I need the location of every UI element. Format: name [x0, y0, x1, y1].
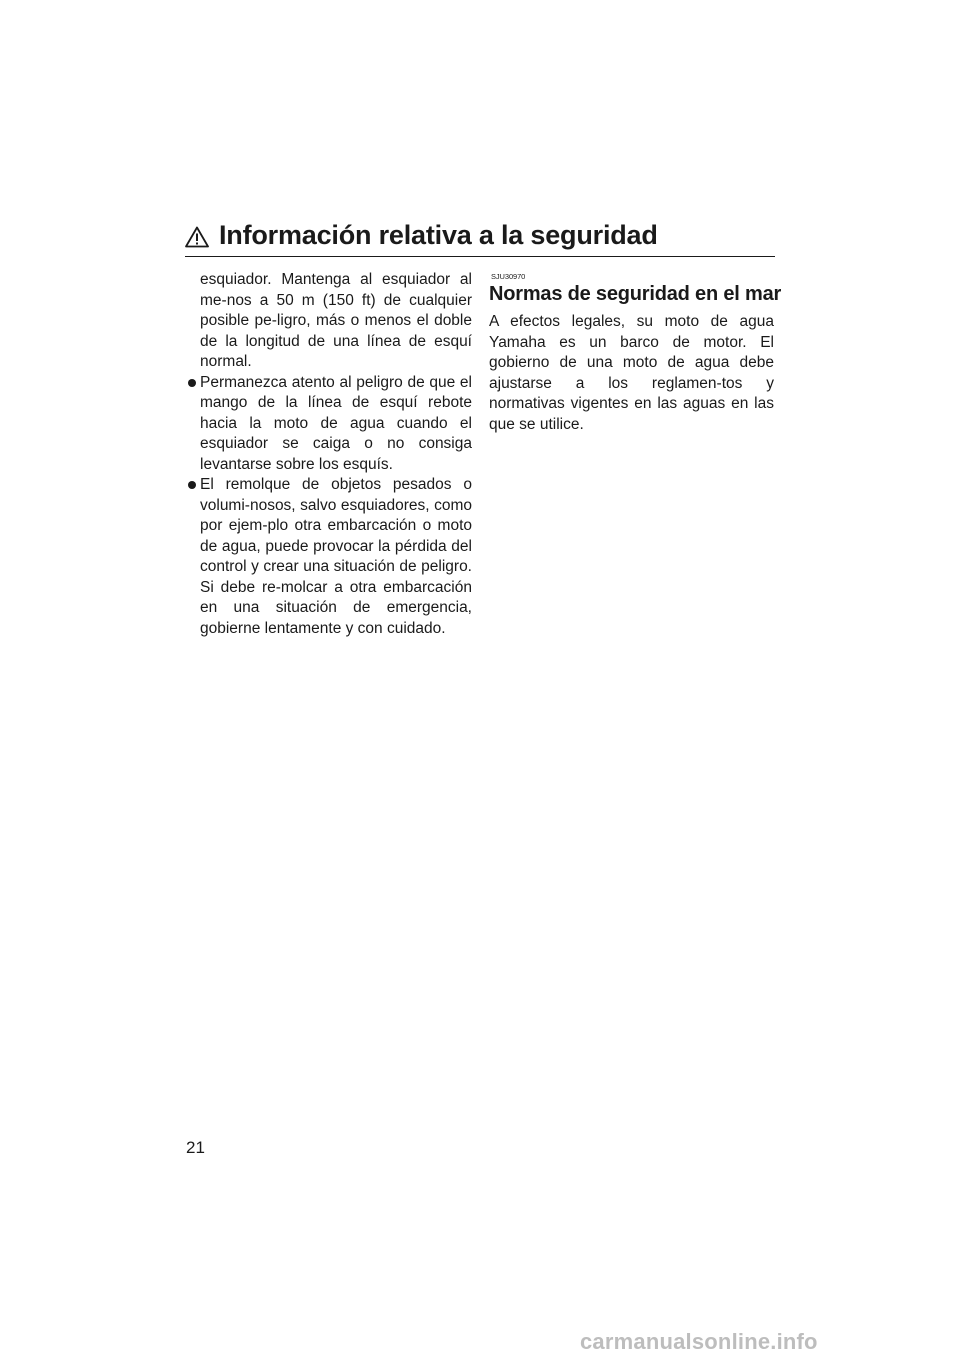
page-title: Información relativa a la seguridad: [219, 220, 658, 250]
section-title: Normas de seguridad en el mar: [489, 283, 782, 305]
bullet-text: Permanezca atento al peligro de que el mango de la línea de esquí rebote hacia la moto de agua cuando el esquiador se caiga o no consiga levantarse sobre los esquís.: [200, 373, 472, 473]
section-body: A efectos legales, su moto de agua Yamaha es un barco de motor. El gobierno de una moto de agua debe ajustarse a los reglamen-tos y normativas vigentes en las aguas en las que se utilice.: [489, 313, 774, 433]
bullet-icon: [188, 379, 196, 387]
bullet-item: [187, 373, 472, 476]
bullet-item: [187, 475, 472, 639]
watermark: carmanualsonline.info: [580, 1329, 818, 1354]
page-header: [185, 222, 775, 257]
section-code: SJU30970: [491, 272, 526, 281]
left-column: [187, 270, 472, 639]
warning-triangle-icon: [185, 226, 209, 248]
page-number: 21: [186, 1138, 205, 1157]
continued-paragraph: esquiador. Mantenga al esquiador al me-nos a 50 m (150 ft) de cualquier posible pe-ligro, más o menos el doble de la longitud de una línea de esquí normal.: [200, 271, 472, 370]
bullet-icon: [188, 481, 196, 489]
bullet-text: El remolque de objetos pesados o volumi-nosos, salvo esquiadores, como por ejem-plo otra embarcación o moto de agua, puede provocar la pérdida del control y crear una situación de peligro. Si debe re-molcar a otra embarcación en una situación de emergencia, gobierne lentamente y con cuidado.: [200, 476, 472, 637]
right-column: [489, 272, 782, 435]
